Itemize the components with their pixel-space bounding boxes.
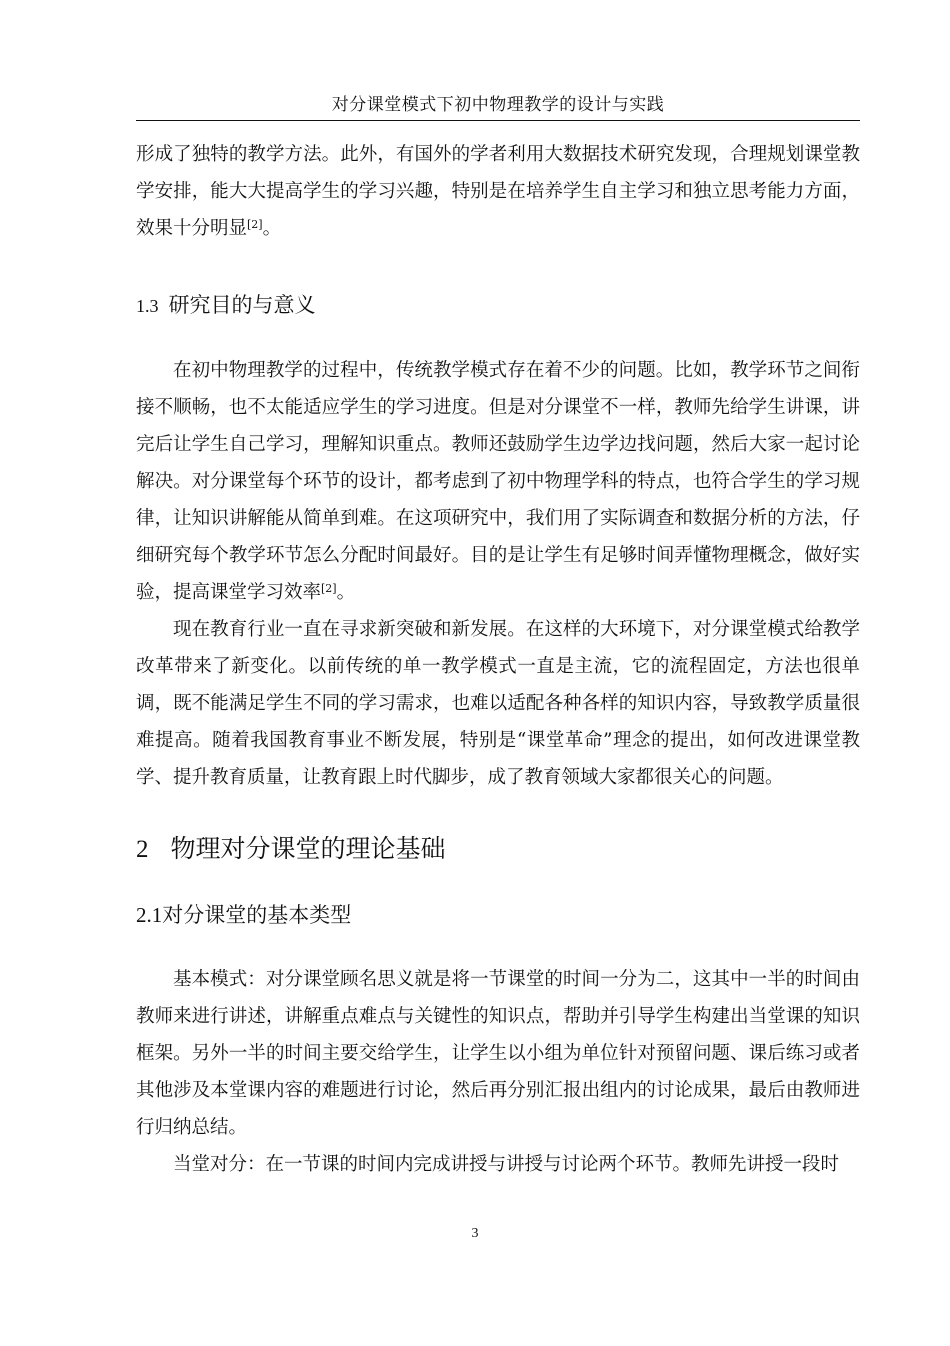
paragraph: 基本模式：对分课堂顾名思义就是将一节课堂的时间一分为二，这其中一半的时间由教师来进行讲述，讲解重点难点与关键性的知识点，帮助并引导学生构建出当堂课的知识框架。另外一半的时间主要交给学生，让学生以小组为单位针对预留问题、课后练习或者其他涉及本堂课内容的难题进行讨论，然后再分别汇报出组内的讨论成果，最后由教师进行归纳总结。 [136, 969, 860, 1138]
section-title: 研究目的与意义 [168, 293, 316, 317]
section-heading-2-1 [136, 899, 860, 931]
chapter-number: 2 [136, 836, 149, 863]
chapter-heading-2 [136, 830, 860, 869]
paragraph-text: 形成了独特的教学方法。此外，有国外的学者利用大数据技术研究发现，合理规划课堂教学安排，能大大提高学生的学习兴趣，特别是在培养学生自主学习和独立思考能力方面，效果十分明显 [136, 144, 860, 239]
paragraph: 当堂对分：在一节课的时间内完成讲授与讲授与讨论两个环节。教师先讲授一段时 [173, 1154, 840, 1175]
header-rule [136, 120, 860, 121]
section-number: 1.3 [136, 296, 159, 316]
paragraph [136, 352, 860, 611]
paragraph-end: 。 [262, 218, 282, 239]
section-title: 对分课堂的基本类型 [162, 903, 352, 927]
chapter-title: 物理对分课堂的理论基础 [170, 834, 446, 863]
paragraph-continuation [136, 136, 860, 247]
page-body [136, 136, 860, 1183]
section-number: 2.1 [136, 903, 163, 927]
running-header: 对分课堂模式下初中物理教学的设计与实践 [331, 95, 665, 115]
section-heading-1-3 [136, 289, 860, 322]
paragraph-text: 在初中物理教学的过程中，传统教学模式存在着不少的问题。比如，教学环节之间衔接不顺畅，也不太能适应学生的学习进度。但是对分课堂不一样，教师先给学生讲课，讲完后让学生自己学习，理解知识重点。教师还鼓励学生边学边找问题，然后大家一起讨论解决。对分课堂每个环节的设计，都考虑到了初中物理学科的特点，也符合学生的学习规律，让知识讲解能从简单到难。在这项研究中，我们用了实际调查和数据分析的方法，仔细研究每个教学环节怎么分配时间最好。目的是让学生有足够时间弄懂物理概念，做好实验，提高课堂学习效率 [136, 360, 860, 603]
citation-ref: [2] [321, 582, 337, 595]
paragraph-end: 。 [336, 582, 356, 603]
paragraph: 现在教育行业一直在寻求新突破和新发展。在这样的大环境下，对分课堂模式给教学改革带来了新变化。以前传统的单一教学模式一直是主流，它的流程固定，方法也很单调，既不能满足学生不同的学习需求，也难以适配各种各样的知识内容，导致教学质量很难提高。随着我国教育事业不断发展，特别是“课堂革命”理念的提出，如何改进课堂教学、提升教育质量，让教育跟上时代脚步，成了教育领域大家都很关心的问题。 [136, 619, 860, 788]
citation-ref: [2] [247, 218, 263, 231]
page-number: 3 [471, 1226, 479, 1241]
